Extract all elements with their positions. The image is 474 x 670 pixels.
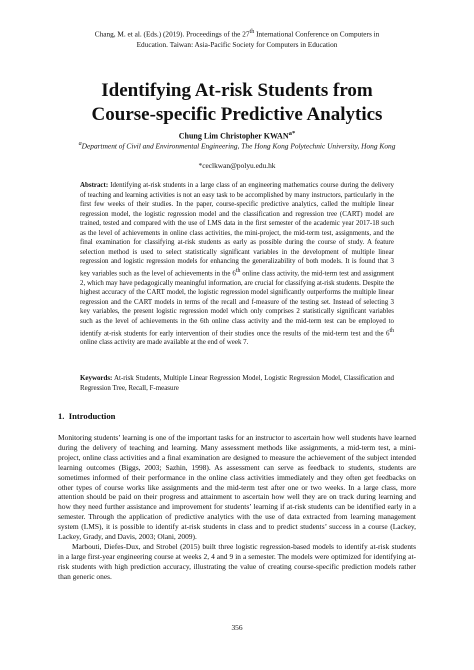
section-number: 1. xyxy=(58,411,65,421)
author-superscript: a* xyxy=(288,130,296,137)
header-superscript: th xyxy=(249,29,255,35)
abstract-label: Abstract: xyxy=(80,181,109,189)
title-line-1: Identifying At-risk Students from xyxy=(101,80,373,101)
abstract: Abstract: Identifying at-risk students in a large class of an engineering mathematics course during the delivery of teaching and learning activities is not an easy task to be accomplished by many instructors, particularly in the first few weeks of their studies. In the paper, course-specific predictive analytics, called the multiple linear regression model, the logistic regression model and the classification and regression tree (CART) model are trained, tested and compared with the use of LMS data in the first semester of the academic year 2017-18 such as the level of achievements in online class activities, the mini-project, the mid-term test, assignments, and the final examination for classifying at-risk students as early as possible during the course of study. A feature selection method is used to select statistically significant variables in the development of multiple linear regression and logistic regression models for enhancing the generalizability of both models. It is found that 3 key variables such as the level of achievements in the 6th online class activity, the mid-term test and assignment 2, which may have pedagogically meaningful information, are crucial for classifying at-risk students. Despite the highest accuracy of the CART model, the logistic regression model significantly outperforms the multiple linear regression and the CART models in terms of the recall and f-measure of the testing set. Instead of selecting 3 key variables, the present logistic regression model which only comprises 2 statistically significant variables such as the level of achievements in the 6th online class activity and the mid-term test can be employed to identify at-risk students for early intervention of their studies once the results of the mid-term test and the 6th online class activity are made available at the end of week 7. xyxy=(80,181,395,347)
affiliation-text: Department of Civil and Environmental Engineering, The Hong Kong Polytechnic University, Hong Kong xyxy=(81,141,396,151)
affiliation xyxy=(70,139,404,152)
header-line-2: Education. Taiwan: Asia-Pacific Society for Computers in Education xyxy=(136,39,338,49)
running-header xyxy=(60,27,414,50)
paper-title xyxy=(30,79,444,127)
paragraph-1: Monitoring students’ learning is one of the important tasks for an instructor to ascertain how well students have learned during the delivery of teaching and learning. Many assessment methods like assignments, a mid-term test, a mini-project, online class activities and a final examination are designed to measure the achievement of the subject intended learning outcomes (Biggs, 2003; Sazhin, 1998). As assessment can serve as feedback to students, students are sometimes informed of their performance in the online class activities immediately and they often get feedbacks on other types of course works like assignments and the mid-term test after one or two weeks. In a large class, more attention should be paid on their progress and attainment to ascertain how well they are on track during learning and how they need further assistance and improvement for students’ learning if at-risk students can be identified early in a semester. Through the application of predictive analytics with the use of data extracted from learning management system (LMS), it is possible to identify at-risk students in class and to predict students’ success in a course (Lackey, Lackey, Grady, and Davis, 2003; Olani, 2009). xyxy=(58,433,416,542)
affiliation-superscript: a xyxy=(78,141,82,147)
keywords-label: Keywords: xyxy=(80,374,113,382)
author-name: Chung Lim Christopher KWAN xyxy=(178,131,289,141)
keywords xyxy=(80,374,394,393)
keywords-text: At-risk Students, Multiple Linear Regression Model, Logistic Regression Model, Classification and Regression Tree, Recall, F-measure xyxy=(80,374,394,392)
title-line-2: Course-specific Predictive Analytics xyxy=(91,104,383,125)
paragraph-2: Marbouti, Diefes-Dux, and Strobel (2015) built three logistic regression-based models to identify at-risk students in a large first-year engineering course at weeks 2, 4 and 9 in a semester. The models were optimized for identifying at-risk students with high prediction accuracy, illustrating the value of creating course-specific prediction models rather than generic ones. xyxy=(58,541,416,581)
author-email: *ceclkwan@polyu.edu.hk xyxy=(198,161,276,170)
body-text xyxy=(58,433,416,582)
section-title: Introduction xyxy=(68,411,116,421)
section-heading xyxy=(58,411,416,422)
header-line-1: Chang, M. et al. (Eds.) (2019). Proceedings of the 27th International Conference on Computers in xyxy=(94,29,380,39)
page-number: 356 xyxy=(231,623,243,632)
